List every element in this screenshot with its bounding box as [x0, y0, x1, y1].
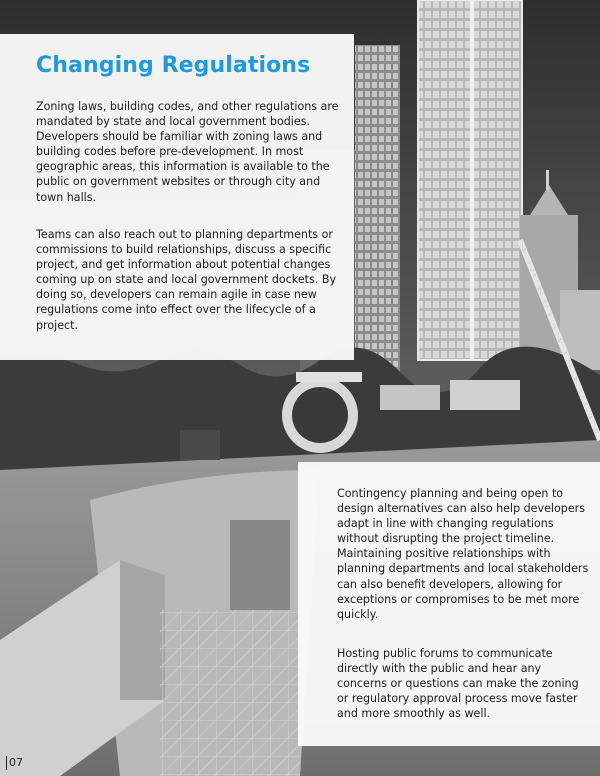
paragraph-contingency-planning: Contingency planning and being open to design alternatives can also help developers adapt in line with changing regulations without disrupting the project timeline. Maintaining positive relationships with planning departments and local stakeholders can also benefit developers, allowing for exceptions or compromises to be met more quickly. — [337, 487, 589, 621]
paragraph-public-forums: Hosting public forums to communicate directly with the public and hear any concerns or questions can make the zoning or regulatory approval process move faster and more smoothly as well. — [337, 647, 579, 721]
page-heading: Changing Regulations — [36, 53, 311, 78]
paragraph-planning-departments: Teams can also reach out to planning departments or commissions to build relationships, discuss a specific project, and get information about potential changes coming up on state and local government dockets. By doing so, developers can remain agile in case new regulations come into effect over the lifecycle of a project. — [36, 228, 337, 332]
page-number: 07 — [6, 756, 23, 770]
paragraph-zoning-laws: Zoning laws, building codes, and other regulations are mandated by state and local government bodies. Developers should be familiar with zoning laws and building codes before pre-development. In most geographic areas, this information is available to the public on government websites or through city and town halls. — [36, 100, 339, 204]
